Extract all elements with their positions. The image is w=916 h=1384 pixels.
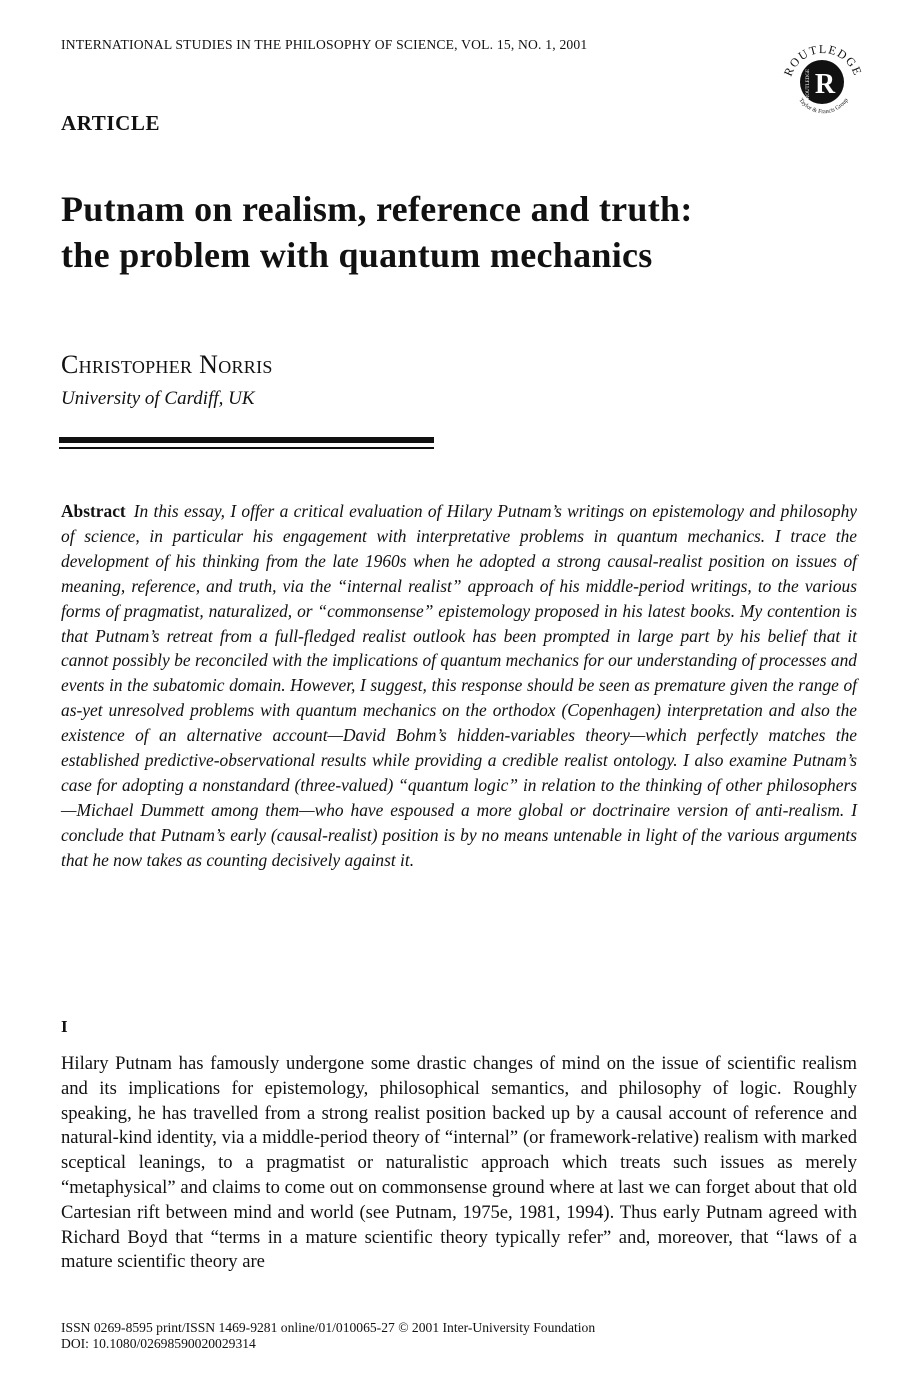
title-line-2: the problem with quantum mechanics [61,235,653,275]
footer-doi: DOI: 10.1080/02698590020029314 [61,1336,256,1351]
article-label: ARTICLE [61,111,161,135]
routledge-logo [779,36,865,122]
footer-issn: ISSN 0269-8595 print/ISSN 1469-9281 online/01/010065-27 © 2001 Inter-University Foundation [61,1320,596,1335]
abstract-label: Abstract [61,501,126,521]
body-paragraph: Hilary Putnam has famously undergone some drastic changes of mind on the issue of scientific realism and its implications for epistemology, philosophical semantics, and philosophy of logic. Roughly speaking, he has travelled from a strong realist position backed up by a causal account of reference and natural-kind identity, via a middle-period theory of “internal” (or framework-relative) realism with marked sceptical leanings, to a pragmatist or naturalistic approach which treats such issues as merely “metaphysical” and claims to come out on commonsense ground where at last we can forget about that old Cartesian rift between mind and world (see Putnam, 1975e, 1981, 1994). Thus early Putnam agreed with Richard Boyd that “terms in a mature scientific theory typically refer” and, moreover, that “laws of a mature scientific theory are [61,1053,857,1273]
logo-subtext: Taylor & Francis Group [797,97,850,116]
title-rule-thin [59,447,434,449]
logo-vertical-text: ROUTLEDGE [806,69,811,99]
title-rule-thick [59,437,434,443]
logo-letter: R [814,69,836,100]
abstract [61,499,857,873]
abstract-text: In this essay, I offer a critical evaluation of Hilary Putnam’s writings on epistemology and philosophy of science, in particular his engagement with interpretative problems in quantum mechanics. I trace the development of his thinking from the late 1960s when he adopted a strong causal-realist position on issues of meaning, reference, and truth, via the “internal realist” approach of his middle-period writings, to the various forms of pragmatist, naturalized, or “commonsense” epistemology proposed in his latest books. My contention is that Putnam’s retreat from a full-fledged realist outlook has been prompted in large part by his belief that it cannot possibly be reconciled with the implications of quantum mechanics for our understanding of processes and events in the subatomic domain. However, I suggest, this response should be seen as premature given the range of as-yet unresolved problems with quantum mechanics on the orthodox (Copenhagen) interpretation and also the existence of an alternative account—David Bohm’s hidden-variables theory—which perfectly matches the established predictive-observational results while providing a credible realist ontology. I also examine Putnam’s case for adopting a nonstandard (three-valued) “quantum logic” in relation to the thinking of other philosophers—Michael Dummett among them—who have espoused a more global or doctrinaire version of anti-realism. I conclude that Putnam’s early (causal-realist) position is by no means untenable in light of the various arguments that he now takes as counting decisively against it. [61,501,857,870]
article-title [61,186,861,278]
author-name: Christopher Norris [61,350,273,379]
section-number: I [61,1017,68,1036]
author-affiliation: University of Cardiff, UK [61,388,255,409]
title-line-1: Putnam on realism, reference and truth: [61,189,693,229]
journal-header: INTERNATIONAL STUDIES IN THE PHILOSOPHY OF SCIENCE, VOL. 15, NO. 1, 2001 [61,37,588,52]
footer [61,1320,595,1352]
logo-arc-text: ROUTLEDGE [780,41,865,79]
